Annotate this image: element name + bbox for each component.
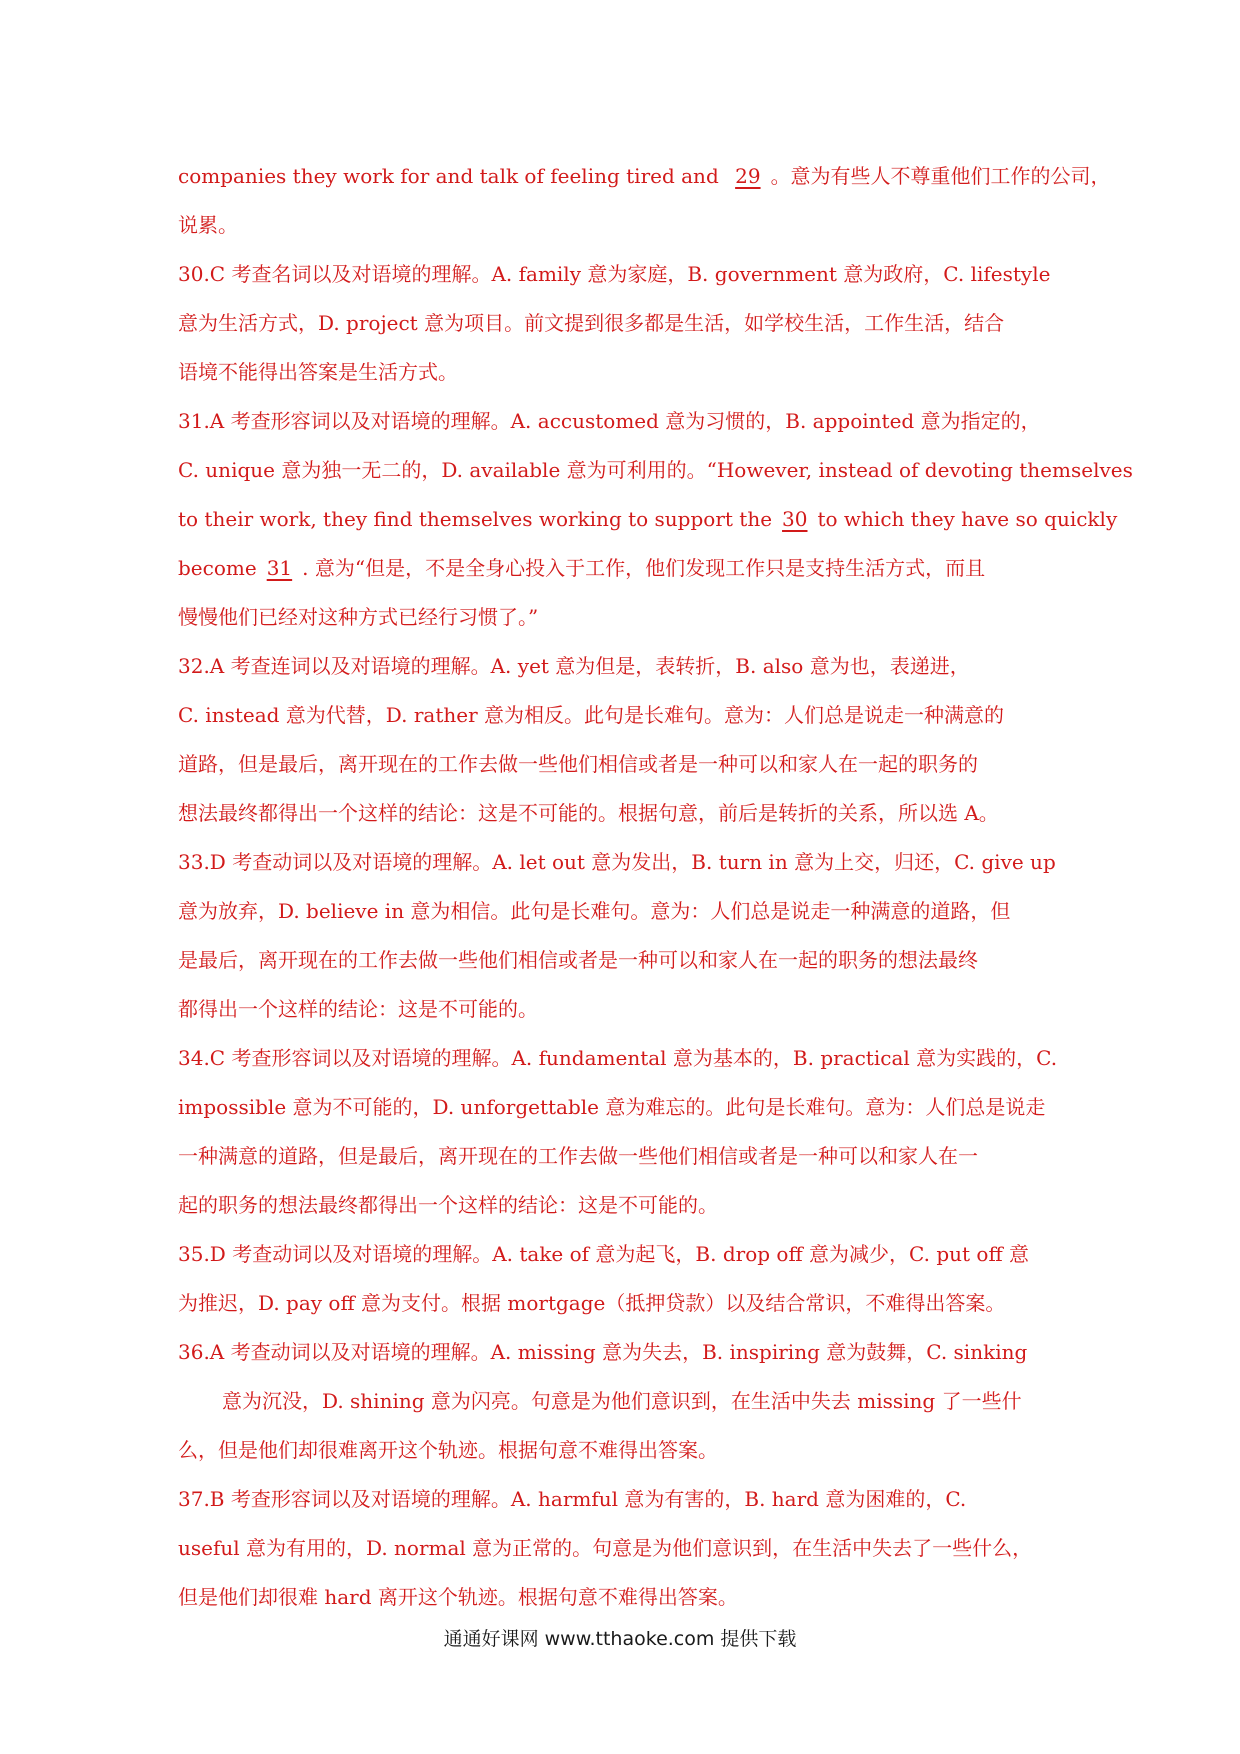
text-line: 31.A 考查形容词以及对语境的理解。A. accustomed 意为习惯的，B. appointed 意为指定的， [178,409,1041,433]
text-line: 慢慢他们已经对这种方式已经行习惯了。” [178,605,539,629]
text-line: 34.C 考查形容词以及对语境的理解。A. fundamental 意为基本的，B. practical 意为实践的，C. [178,1046,1058,1070]
text-line: 意为生活方式，D. project 意为项目。前文提到很多都是生活，如学校生活，工作生活，结合 [178,311,1005,335]
line-text: 。意为有些人不尊重他们工作的公司， [770,164,1111,188]
text-line: 么，但是他们却很难离开这个轨迹。根据句意不难得出答案。 [178,1438,718,1462]
text-line [178,152,1111,201]
line-text: to their work, they find themselves working to support the [178,507,773,531]
line-text: become [178,556,257,580]
text-line: 36.A 考查动词以及对语境的理解。A. missing 意为失去，B. inspiring 意为鼓舞，C. sinking [178,1340,1028,1364]
text-line: 35.D 考查动词以及对语境的理解。A. take of 意为起飞，B. drop off 意为减少，C. put off 意 [178,1242,1030,1266]
text-line: 说累。 [178,213,238,237]
text-line: 是最后，离开现在的工作去做一些他们相信或者是一种可以和家人在一起的职务的想法最终 [178,948,978,972]
text-line: useful 意为有用的，D. normal 意为正常的。句意是为他们意识到，在生活中失去了一些什么， [178,1536,1033,1560]
text-line: impossible 意为不可能的，D. unforgettable 意为难忘的。此句是长难句。意为：人们总是说走 [178,1095,1046,1119]
text-line: 37.B 考查形容词以及对语境的理解。A. harmful 意为有害的，B. hard 意为困难的，C. [178,1487,967,1511]
text-line: 意为放弃，D. believe in 意为相信。此句是长难句。意为：人们总是说走一种满意的道路，但 [178,899,1011,923]
text-line: 32.A 考查连词以及对语境的理解。A. yet 意为但是，表转折，B. also 意为也，表递进， [178,654,970,678]
text-line: 道路，但是最后，离开现在的工作去做一些他们相信或者是一种可以和家人在一起的职务的 [178,752,978,776]
text-line: 起的职务的想法最终都得出一个这样的结论：这是不可能的。 [178,1193,718,1217]
text-line: 但是他们却很难 hard 离开这个轨迹。根据句意不难得出答案。 [178,1585,738,1609]
text-line: 33.D 考查动词以及对语境的理解。A. let out 意为发出，B. turn in 意为上交，归还，C. give up [178,850,1056,874]
line-text: companies they work for and talk of feeling tired and [178,164,726,188]
text-line: C. unique 意为独一无二的，D. available 意为可利用的。“However, instead of devoting themselves [178,458,1133,482]
blank-30: 30 [782,507,808,531]
text-line: C. instead 意为代替，D. rather 意为相反。此句是长难句。意为：人们总是说走一种满意的 [178,703,1004,727]
text-line: 意为沉没，D. shining 意为闪亮。句意是为他们意识到，在生活中失去 missing 了一些什 [222,1389,1022,1413]
text-line: 为推迟，D. pay off 意为支付。根据 mortgage（抵押贷款）以及结合常识，不难得出答案。 [178,1291,1006,1315]
blank-29: 29 [735,164,761,188]
text-line [178,495,1118,544]
line-text: . 意为“但是，不是全身心投入于工作，他们发现工作只是支持生活方式，而且 [302,556,986,580]
text-line: 语境不能得出答案是生活方式。 [178,360,458,384]
page-footer: 通通好课网 www.tthaoke.com 提供下载 [443,1628,797,1650]
text-line: 想法最终都得出一个这样的结论：这是不可能的。根据句意，前后是转折的关系，所以选 A。 [178,801,999,825]
answer-explanations [178,152,1133,1622]
text-line: 都得出一个这样的结论：这是不可能的。 [178,997,538,1021]
text-line: 一种满意的道路，但是最后，离开现在的工作去做一些他们相信或者是一种可以和家人在一 [178,1144,978,1168]
blank-31: 31 [266,556,293,580]
text-line: 30.C 考查名词以及对语境的理解。A. family 意为家庭，B. government 意为政府，C. lifestyle [178,262,1051,286]
text-line [178,544,1070,593]
line-text: to which they have so quickly [817,507,1118,531]
